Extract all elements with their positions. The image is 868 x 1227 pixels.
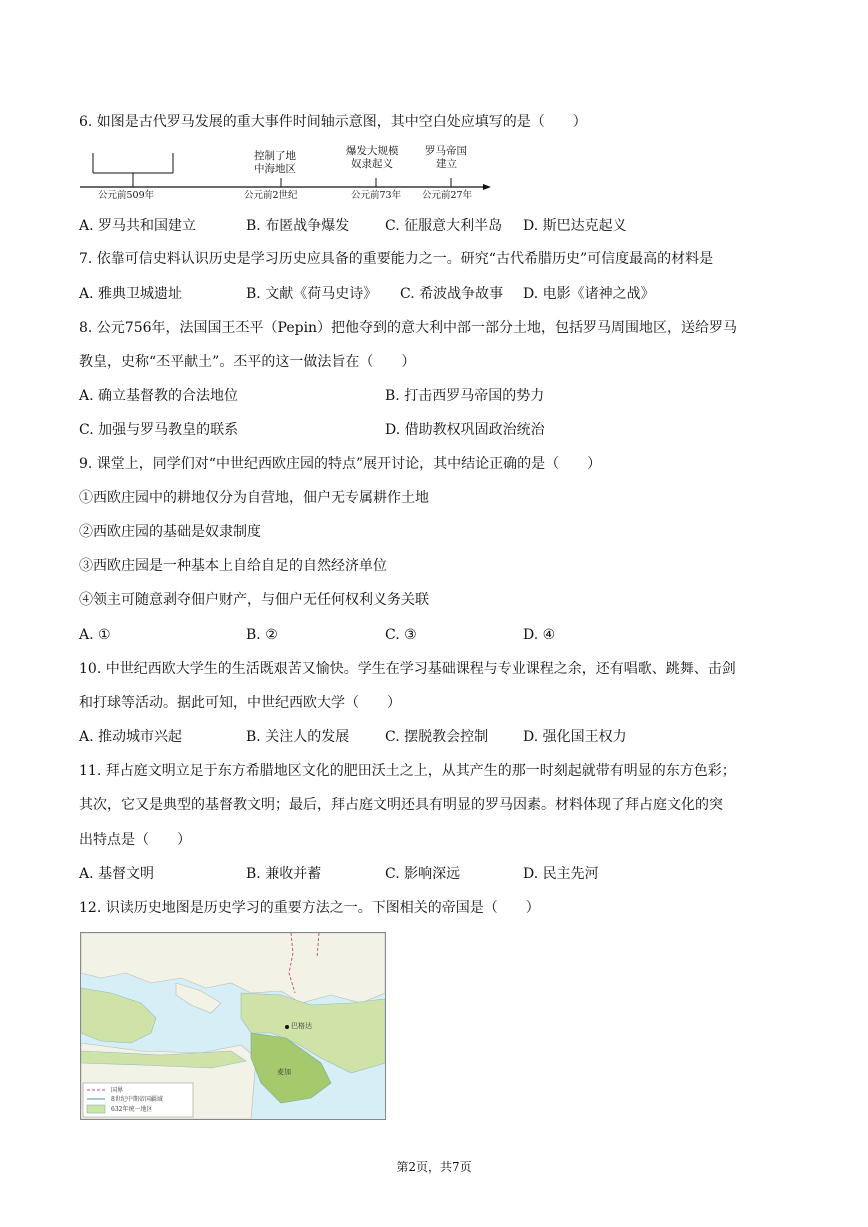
q9-item-3: ③西欧庄园是一种基本上自给自足的自然经济单位 — [79, 558, 387, 574]
map-label-baghdad: 巴格达 — [291, 1022, 312, 1030]
q9-stem: 9. 课堂上，同学们对“中世纪西欧庄园的特点”展开讨论，其中结论正确的是（ ） — [79, 456, 602, 472]
q7-option-c[interactable]: C. 希波战争故事 — [400, 286, 504, 302]
map-graphic — [81, 933, 385, 1119]
q11-stem-line3: 出特点是（ ） — [79, 832, 191, 848]
q8-option-b[interactable]: B. 打击西罗马帝国的势力 — [385, 388, 545, 404]
q9-option-c[interactable]: C. ③ — [385, 627, 417, 643]
timeline-event-2: 爆发大规模 — [346, 145, 399, 157]
q7-stem: 7. 依靠可信史料认识历史是学习历史应具备的重要能力之一。研究“古代希腊历史”可信度最高的材料是 — [79, 251, 714, 267]
empire-map — [80, 932, 386, 1120]
q10-option-c[interactable]: C. 摆脱教会控制 — [385, 729, 489, 745]
q8-stem-line2: 教皇，史称“丕平献土”。丕平的这一做法旨在（ ） — [79, 354, 416, 370]
q8-stem-line1: 8. 公元756年，法国国王丕平（Pepin）把他夺到的意大利中部一部分土地，包括罗马周围地区，送给罗马 — [79, 320, 738, 336]
q8-option-a[interactable]: A. 确立基督教的合法地位 — [79, 388, 239, 404]
q7-option-a[interactable]: A. 雅典卫城遗址 — [79, 286, 183, 302]
q9-option-d[interactable]: D. ④ — [523, 627, 556, 643]
q10-option-d[interactable]: D. 强化国王权力 — [523, 729, 627, 745]
timeline-date-1: 公元前509年 — [98, 190, 155, 201]
q10-stem-line2: 和打球等活动。据此可知，中世纪西欧大学（ ） — [79, 695, 401, 711]
q8-option-c[interactable]: C. 加强与罗马教皇的联系 — [79, 422, 239, 438]
q9-option-a[interactable]: A. ① — [79, 627, 111, 643]
timeline-event-3: 罗马帝国 — [425, 145, 467, 157]
q6-timeline — [78, 145, 498, 205]
timeline-event-1: 控制了地 — [254, 150, 296, 162]
q10-option-a[interactable]: A. 推动城市兴起 — [79, 729, 183, 745]
q6-option-c[interactable]: C. 征服意大利半岛 — [385, 218, 503, 234]
q9-item-4: ④领主可随意剥夺佃户财产，与佃户无任何权利义务关联 — [79, 592, 429, 608]
q12-stem: 12. 识读历史地图是历史学习的重要方法之一。下图相关的帝国是（ ） — [79, 900, 540, 916]
q11-option-a[interactable]: A. 基督文明 — [79, 866, 155, 882]
q9-item-1: ①西欧庄园中的耕地仅分为自营地，佃户无专属耕作土地 — [79, 490, 429, 506]
timeline-event-1b: 中海地区 — [254, 163, 296, 175]
q11-stem-line1: 11. 拜占庭文明立足于东方希腊地区文化的肥田沃土之上，从其产生的那一时刻起就带有明显的东方色彩； — [79, 763, 736, 779]
q11-stem-line2: 其次，它又是典型的基督教文明；最后，拜占庭文明还具有明显的罗马因素。材料体现了拜占庭文化的突 — [79, 797, 723, 813]
q6-stem: 6. 如图是古代罗马发展的重大事件时间轴示意图，其中空白处应填写的是（ ） — [79, 114, 587, 130]
q11-option-d[interactable]: D. 民主先河 — [523, 866, 599, 882]
timeline-date-4: 公元前27年 — [422, 190, 473, 201]
q7-option-b[interactable]: B. 文献《荷马史诗》 — [246, 286, 378, 302]
map-legend-unified: 632年统一地区 — [111, 1106, 153, 1113]
q10-stem-line1: 10. 中世纪西欧大学生的生活既艰苦又愉快。学生在学习基础课程与专业课程之余，还有唱歌、跳舞、击剑 — [79, 661, 736, 677]
page-footer: 第2页，共7页 — [396, 1160, 472, 1174]
q9-item-2: ②西欧庄园的基础是奴隶制度 — [79, 524, 261, 540]
q10-option-b[interactable]: B. 关注人的发展 — [246, 729, 350, 745]
q7-option-d[interactable]: D. 电影《诸神之战》 — [523, 286, 655, 302]
map-label-mecca: 麦加 — [277, 1068, 291, 1076]
q9-option-b[interactable]: B. ② — [246, 627, 278, 643]
q6-option-a[interactable]: A. 罗马共和国建立 — [79, 218, 197, 234]
timeline-event-2b: 奴隶起义 — [351, 158, 393, 170]
q11-option-b[interactable]: B. 兼收并蓄 — [246, 866, 322, 882]
map-legend-boundary: 国界 — [111, 1087, 124, 1094]
q6-option-d[interactable]: D. 斯巴达克起义 — [523, 218, 627, 234]
timeline-event-3b: 建立 — [436, 158, 457, 170]
q11-option-c[interactable]: C. 影响深远 — [385, 866, 461, 882]
q6-option-b[interactable]: B. 布匿战争爆发 — [246, 218, 350, 234]
timeline-date-3: 公元前73年 — [351, 190, 402, 201]
q8-option-d[interactable]: D. 借助教权巩固政治统治 — [385, 422, 545, 438]
map-legend-empire: 8世纪中期帝国疆域 — [111, 1096, 163, 1103]
timeline-date-2: 公元前2世纪 — [244, 190, 298, 201]
